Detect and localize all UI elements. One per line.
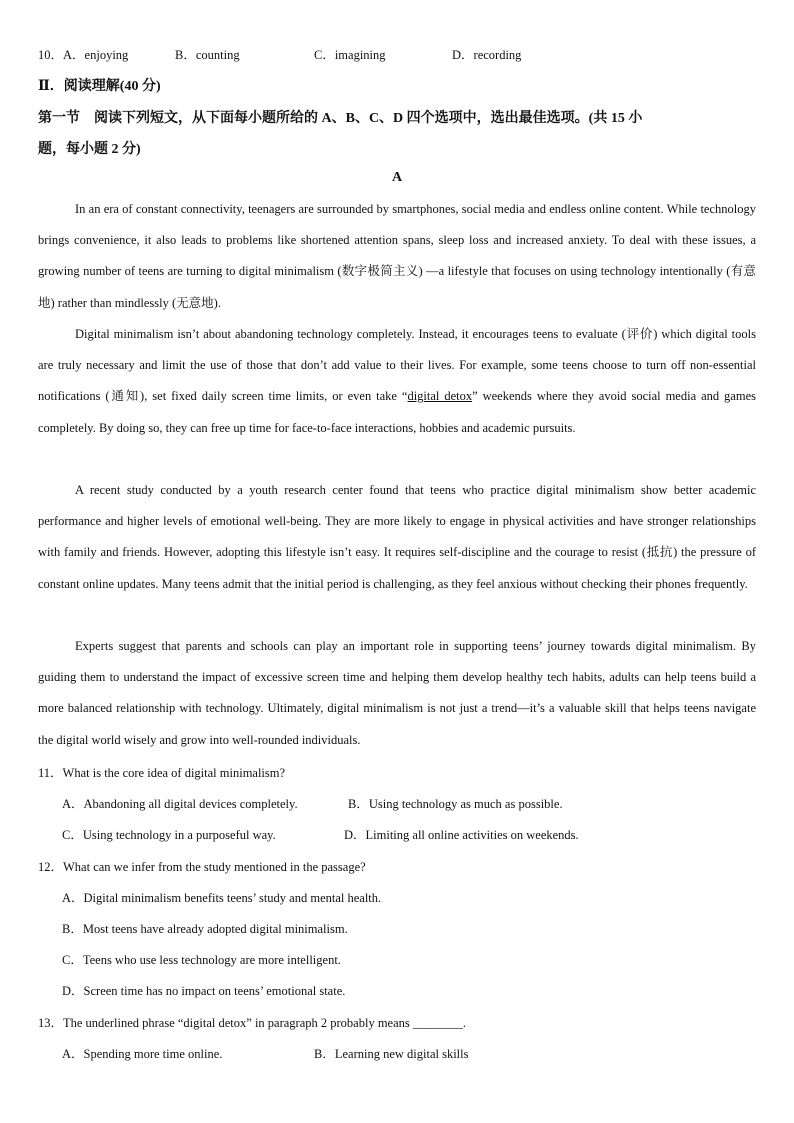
q11-option-d: D．Limiting all online activities on weekends. <box>344 828 579 842</box>
q12-option-d: D．Screen time has no impact on teens’ emotional state. <box>62 984 346 998</box>
passage-paragraph-4: Experts suggest that parents and schools can play an important role in supporting teens’ journey towards digital minimalism. By guiding them to understand the impact of excessive screen time and helping them develop healthy tech habits, adults can help teens build a more balanced relationship with technology. Ultimately, digital minimalism is not just a trend—it’s a valuable skill that helps teens navigate the digital world wisely and grow into well-rounded individuals. <box>38 639 756 747</box>
passage-paragraph-3: A recent study conducted by a youth research center found that teens who practice digital minimalism show better academic performance and higher levels of emotional well-being. They are more likely to engage in physical activities and have stronger relationships with family and friends. However, adopting this lifestyle isn’t easy. It requires self-discipline and the courage to resist (抵抗) the pressure of constant online updates. Many teens admit that the initial period is challenging, as they feel anxious without checking their phones frequently. <box>38 483 756 591</box>
q13-stem: 13．The underlined phrase “digital detox” in paragraph 2 probably means ________. <box>38 1016 467 1030</box>
underlined-phrase: digital detox <box>407 389 473 404</box>
paragraph-2-text-1: Digital minimalism isn’t about abandoning technology completely. Instead, it encourages teens to evaluate (评价) which digital tools are truly necessary and limit the use of those that don’t add value to their lives. For example, some teens choose to turn off non-essential notifications (通知), set fixed daily screen time limits, or even take “ <box>38 327 756 404</box>
q10-option-a: A．enjoying <box>63 48 129 62</box>
paragraph-2-text-2: ” weekends where they avoid social media and games completely. By doing so, they can free up time for face-to-face interactions, hobbies and academic pursuits. <box>38 389 756 435</box>
q10-number: 10． <box>38 48 64 62</box>
q10-option-b: B．counting <box>175 48 240 62</box>
instruction-line-1: 第一节 阅读下列短文，从下面每小题所给的 A、B、C、D 四个选项中，选出最佳选项。(共 15 小 <box>38 111 643 126</box>
q13-option-b: B．Learning new digital skills <box>314 1047 469 1061</box>
q13-option-a: A．Spending more time online. <box>62 1047 223 1061</box>
q12-option-c: C．Teens who use less technology are more intelligent. <box>62 953 341 967</box>
passage-label: A <box>391 170 403 185</box>
q12-option-b: B．Most teens have already adopted digital minimalism. <box>62 922 348 936</box>
q12-option-a: A．Digital minimalism benefits teens’ study and mental health. <box>62 891 382 905</box>
q10-option-c: C．imagining <box>314 48 386 62</box>
q11-stem: 11．What is the core idea of digital minimalism? <box>38 766 286 780</box>
q11-option-b: B．Using technology as much as possible. <box>348 797 563 811</box>
q10-row <box>38 45 128 63</box>
section-title: Ⅱ．阅读理解(40 分) <box>38 79 161 94</box>
instruction-line-2: 题，每小题 2 分) <box>38 142 141 157</box>
q12-stem: 12．What can we infer from the study mentioned in the passage? <box>38 860 366 874</box>
q11-option-c: C．Using technology in a purposeful way. <box>62 828 276 842</box>
passage-paragraph-2 <box>38 319 756 444</box>
q11-option-a: A．Abandoning all digital devices completely. <box>62 797 298 811</box>
passage-paragraph-1: In an era of constant connectivity, teenagers are surrounded by smartphones, social media and endless online content. While technology brings convenience, it also leads to problems like shortened attention spans, sleep loss and increased anxiety. To deal with these issues, a growing number of teens are turning to digital minimalism (数字极简主义) —a lifestyle that focuses on using technology intentionally (有意地) rather than mindlessly (无意地). <box>38 202 756 310</box>
q10-option-d: D．recording <box>452 48 522 62</box>
